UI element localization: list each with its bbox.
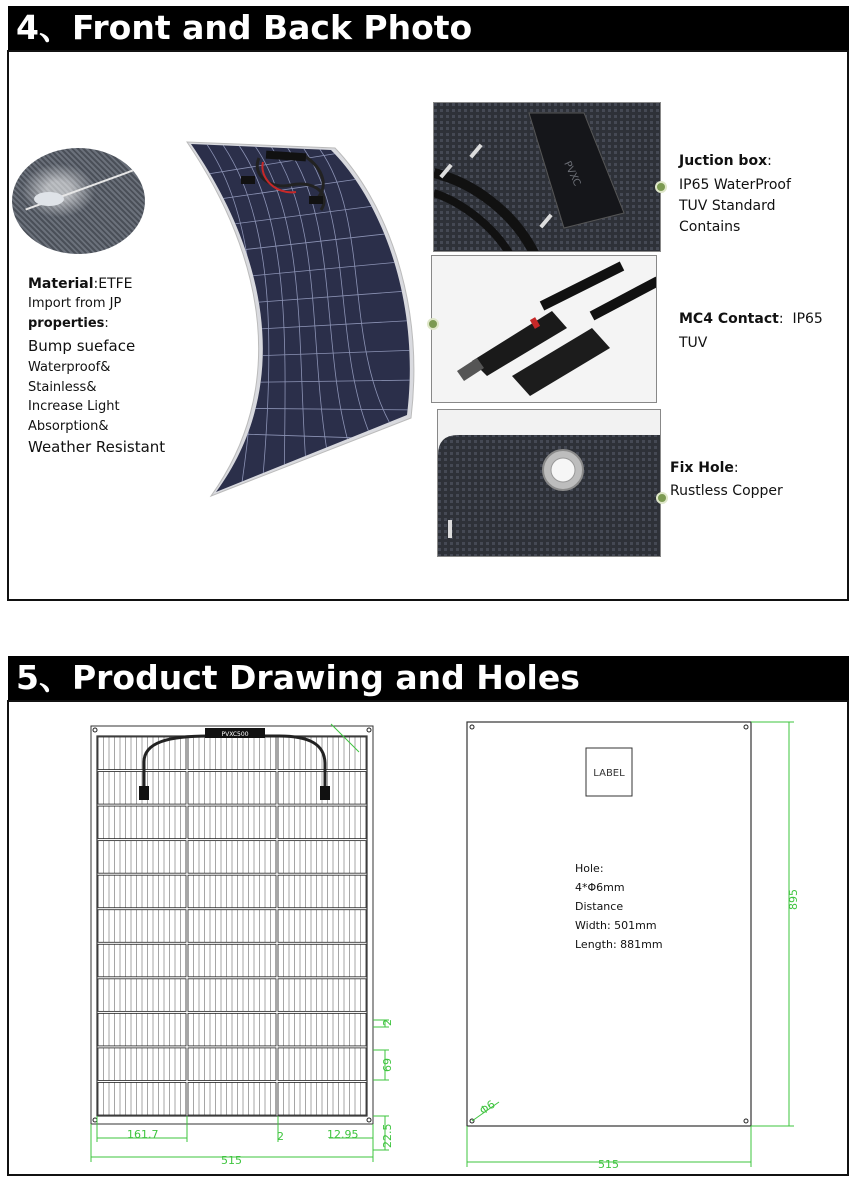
product-drawings — [9, 702, 847, 1174]
junction-box-line-1: IP65 WaterProof — [679, 177, 791, 193]
fix-hole-value: Rustless Copper — [670, 483, 783, 499]
dim-cell-height: 69 — [381, 1058, 394, 1072]
junction-box-label: Juction box: — [679, 153, 772, 169]
mc4-connector-photo — [431, 255, 657, 403]
junction-box-photo — [433, 102, 661, 252]
properties-line: properties: — [28, 316, 109, 331]
property-2: Waterproof& — [28, 360, 111, 375]
junction-box-tag: PVXC500 — [221, 731, 249, 738]
dim-total-width: 515 — [221, 1154, 242, 1167]
mc4-line-2: TUV — [679, 335, 708, 351]
fix-hole-photo — [437, 409, 661, 557]
fix-hole-pointer-dot — [656, 492, 668, 504]
fix-hole-label: Fix Hole: — [670, 460, 739, 476]
flexible-solar-panel-photo — [181, 140, 421, 500]
hole-info-4: Width: 501mm — [575, 919, 657, 932]
dim-gap: 2 — [277, 1130, 284, 1143]
section-5-panel — [7, 700, 849, 1176]
dim-bottom: 22.5 — [381, 1123, 394, 1148]
dim-hole-diameter: Φ6 — [477, 1097, 498, 1118]
dim-back-width: 515 — [598, 1158, 619, 1171]
property-5: Absorption& — [28, 419, 109, 434]
junction-box-line-2: TUV Standard — [679, 198, 776, 214]
hole-info-1: Hole: — [575, 862, 604, 875]
dim-edge: 12.95 — [327, 1128, 359, 1141]
material-line: Material:ETFE — [28, 276, 133, 292]
property-6: Weather Resistant — [28, 438, 166, 456]
property-3: Stainless& — [28, 380, 97, 395]
material-closeup-photo — [12, 148, 145, 254]
hole-info-2: 4*Φ6mm — [575, 881, 625, 894]
property-1: Bump sueface — [28, 337, 136, 355]
junction-box-line-3: Contains — [679, 219, 741, 235]
label-box-text: LABEL — [593, 768, 625, 779]
property-4: Increase Light — [28, 399, 120, 414]
back-panel-drawing — [467, 722, 800, 1171]
hole-info-3: Distance — [575, 900, 624, 913]
mc4-pointer-dot — [427, 318, 439, 330]
front-panel-drawing — [91, 724, 394, 1167]
section-5-title: 5、Product Drawing and Holes — [8, 656, 849, 700]
dim-cell-width: 161.7 — [127, 1128, 159, 1141]
mc4-label: MC4 Contact: IP65 — [679, 311, 823, 327]
section-4-panel — [7, 50, 849, 601]
junction-box-marking: PVXC — [561, 159, 583, 188]
section-4-title: 4、Front and Back Photo — [8, 6, 849, 50]
junction-box-pointer-dot — [655, 181, 667, 193]
dim-back-height: 895 — [787, 889, 800, 910]
dim-row-gap: 2 — [381, 1019, 394, 1026]
hole-info-5: Length: 881mm — [575, 938, 663, 951]
import-line: Import from JP — [28, 296, 122, 311]
